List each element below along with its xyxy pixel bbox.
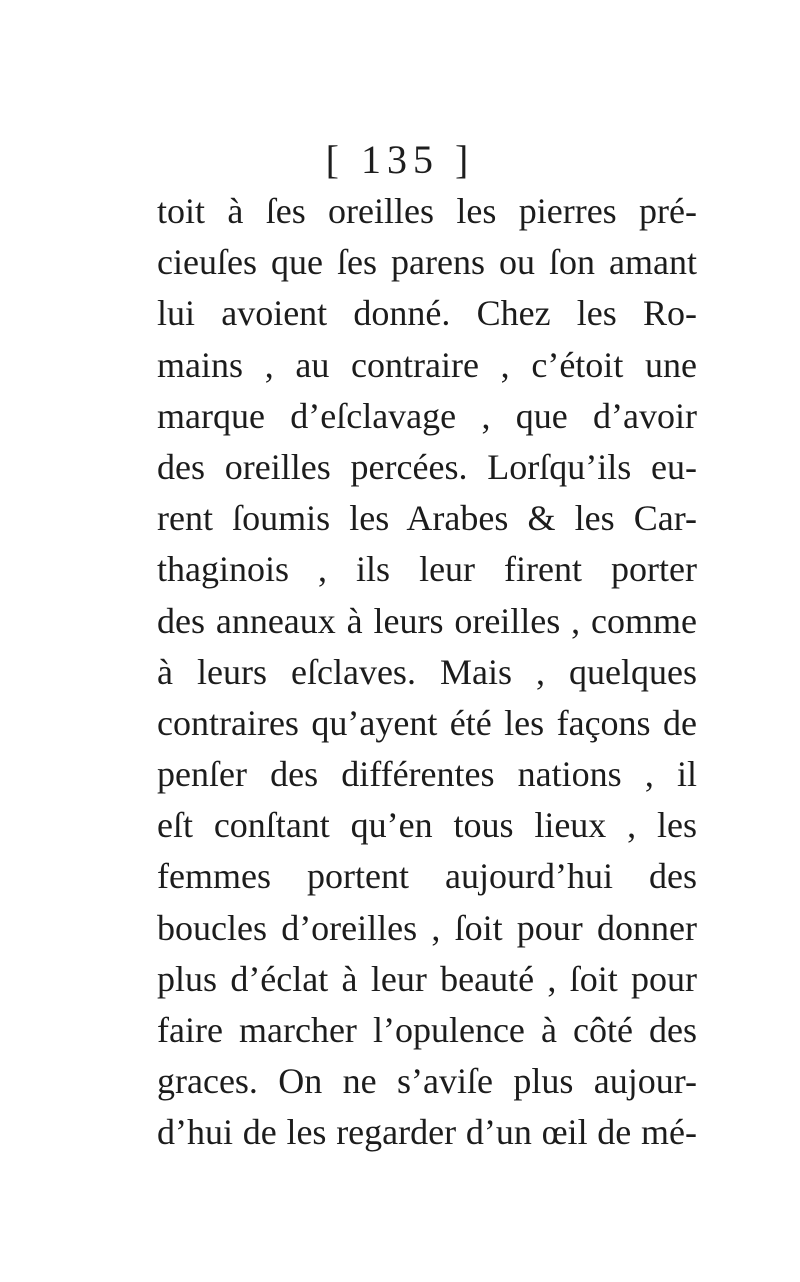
text-line: d’hui de les regarder d’un œil de mé- [157, 1112, 697, 1153]
text-line: graces. On ne s’aviſe plus aujour- [157, 1061, 697, 1102]
text-line: des anneaux à leurs oreilles , comme [157, 600, 697, 641]
text-line: femmes portent aujourd’hui des [157, 856, 697, 897]
text-line: à leurs eſclaves. Mais , quelques [157, 651, 697, 692]
text-line: contraires qu’ayent été les façons de [157, 702, 697, 743]
text-line: cieuſes que ſes parens ou ſon amant [157, 242, 697, 283]
text-line: marque d’eſclavage , que d’avoir [157, 395, 697, 436]
text-line: rent ſoumis les Arabes & les Car- [157, 498, 697, 539]
text-line: mains , au contraire , c’étoit une [157, 344, 697, 385]
text-line: plus d’éclat à leur beauté , ſoit pour [157, 958, 697, 999]
text-line: faire marcher l’opulence à côté des [157, 1010, 697, 1050]
text-line: thaginois , ils leur firent porter [157, 549, 697, 590]
text-line: boucles d’oreilles , ſoit pour donner [157, 907, 697, 948]
text-line: lui avoient donné. Chez les Ro- [157, 293, 697, 334]
text-line: eſt conſtant qu’en tous lieux , les [157, 805, 697, 846]
body-text [157, 186, 697, 1159]
page-number: [ 135 ] [325, 137, 475, 182]
text-line: des oreilles percées. Lorſqu’ils eu- [157, 446, 697, 487]
text-line: toit à ſes oreilles les pierres pré- [157, 191, 697, 231]
text-line: penſer des différentes nations , il [157, 754, 697, 795]
